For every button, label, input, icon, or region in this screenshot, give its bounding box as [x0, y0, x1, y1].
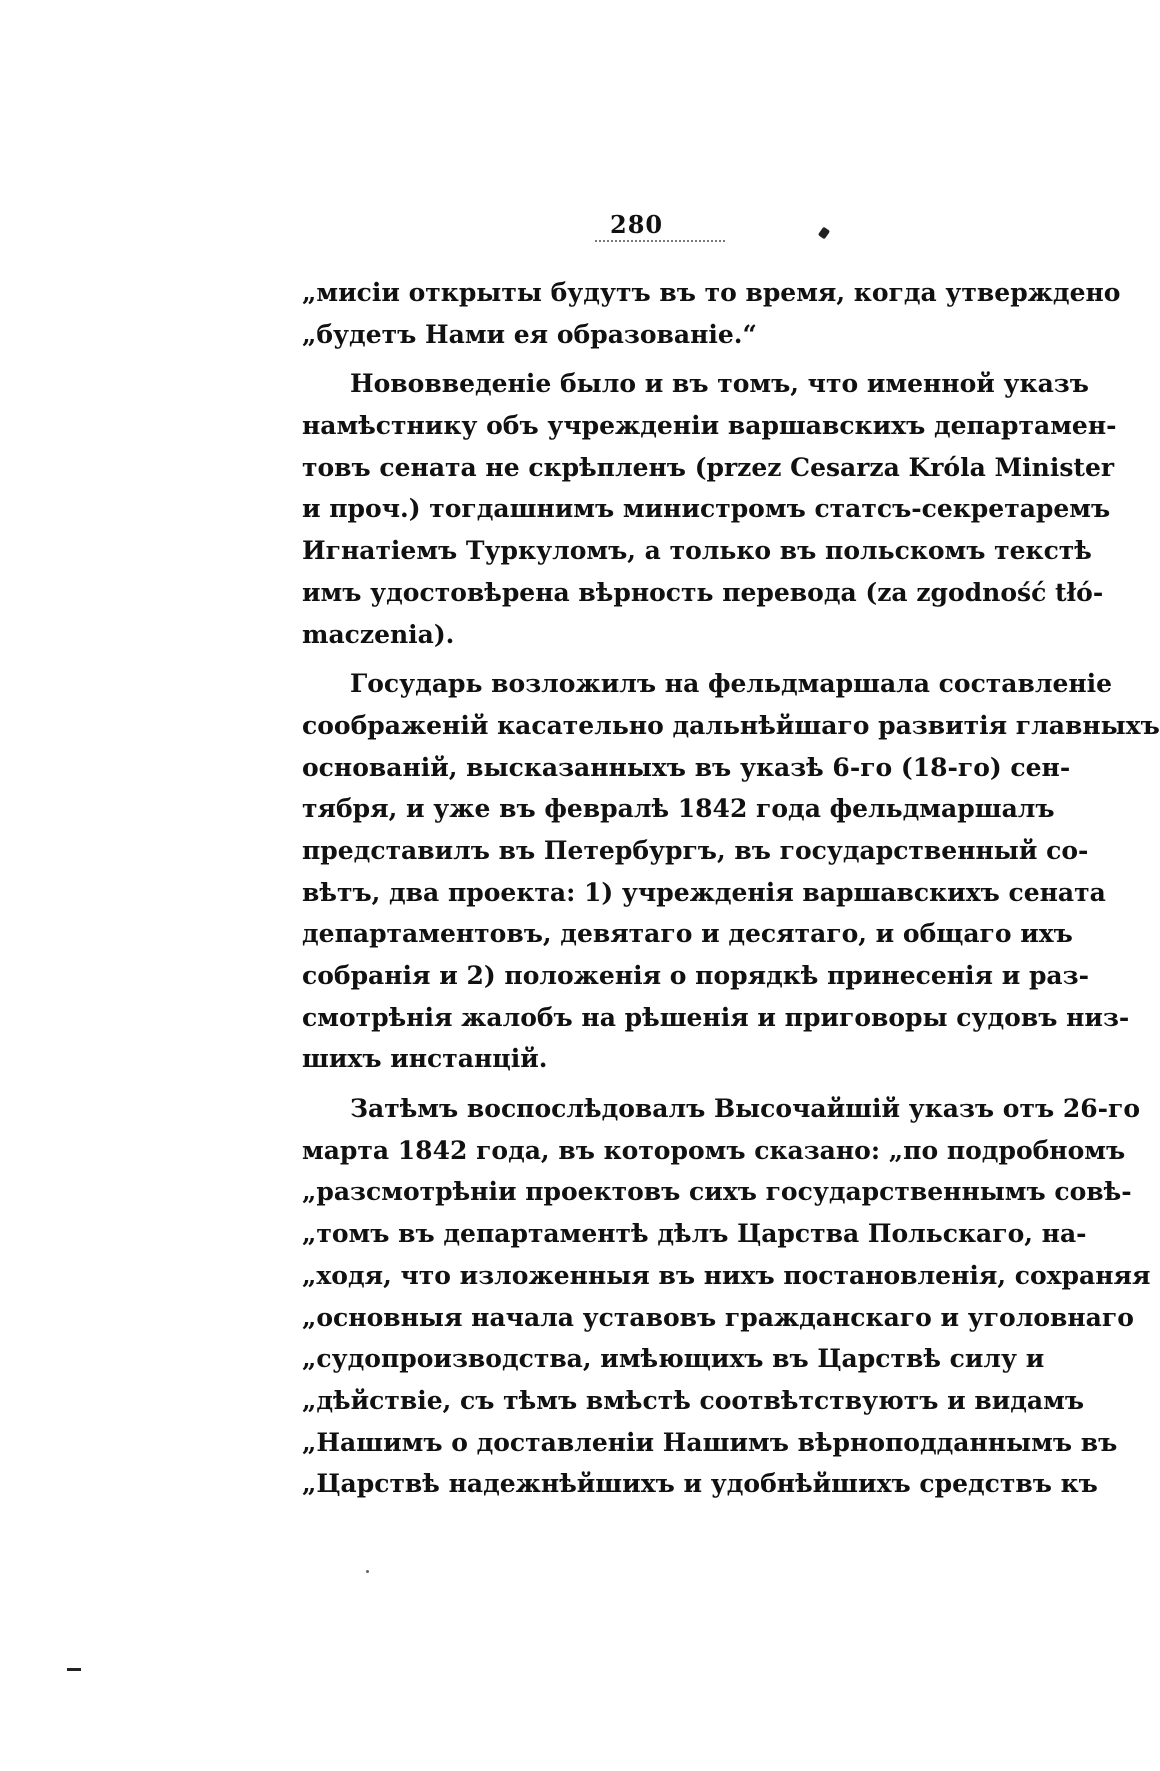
page-number: 280 [610, 210, 664, 239]
text-line: Затѣмъ воспослѣдовалъ Высочайшій указъ отъ 26-го [350, 1094, 1141, 1124]
text-line: „томъ въ департаментѣ дѣлъ Царства Польскаго, на- [302, 1219, 1087, 1249]
text-line: Государь возложилъ на фельдмаршала составленіе [350, 669, 1113, 699]
text-line: „судопроизводства, имѣющихъ въ Царствѣ силу и [302, 1344, 1045, 1374]
stray-ink-mark [67, 1668, 81, 1671]
text-line: шихъ инстанцій. [302, 1044, 548, 1074]
text-line: „Нашимъ о доставленіи Нашимъ вѣрноподданнымъ въ [302, 1427, 1118, 1457]
text-line: и проч.) тогдашнимъ министромъ статсъ-секретаремъ [302, 494, 1111, 524]
text-line: тября, и уже въ февралѣ 1842 года фельдмаршалъ [302, 794, 1055, 824]
text-line: основаній, высказанныхъ въ указѣ 6-го (18-го) сен- [302, 752, 1071, 782]
page-number-rule [595, 240, 725, 248]
text-line: „разсмотрѣніи проектовъ сихъ государственнымъ совѣ- [302, 1177, 1132, 1207]
text-line: „дѣйствіе, съ тѣмъ вмѣстѣ соотвѣтствуютъ и видамъ [302, 1385, 1084, 1415]
text-line: „будетъ Нами ея образованіе.“ [302, 319, 757, 349]
stray-ink-mark [366, 1570, 369, 1573]
text-line: „ходя, что изложенныя въ нихъ постановленія, сохраняя [302, 1260, 1151, 1290]
text-line: товъ сената не скрѣпленъ (przez Cesarza Króla Minister [302, 452, 1115, 482]
text-line: „Царствѣ надежнѣйшихъ и удобнѣйшихъ средствъ къ [302, 1469, 1098, 1499]
text-line: Нововведеніе было и въ томъ, что именной указъ [350, 369, 1089, 399]
text-line: „основныя начала уставовъ гражданскаго и уголовнаго [302, 1302, 1134, 1332]
text-line: намѣстнику объ учрежденіи варшавскихъ департамен- [302, 411, 1117, 441]
text-line: марта 1842 года, въ которомъ сказано: „по подробномъ [302, 1135, 1126, 1165]
text-line: Игнатіемъ Туркуломъ, а только въ польскомъ текстѣ [302, 536, 1092, 566]
text-line: соображеній касательно дальнѣйшаго развитія главныхъ [302, 710, 1160, 740]
text-line: вѣтъ, два проекта: 1) учрежденія варшавскихъ сената [302, 877, 1106, 907]
text-line: „мисіи открыты будутъ въ то время, когда утверждено [302, 278, 1121, 307]
body-text [302, 272, 1160, 1505]
text-line: maczenia). [302, 619, 455, 649]
text-line: представилъ въ Петербургъ, въ государственный со- [302, 835, 1089, 865]
text-line: собранія и 2) положенія о порядкѣ принесенія и раз- [302, 961, 1089, 990]
text-line: имъ удостовѣрена вѣрность перевода (za zgodność tłó- [302, 577, 1104, 607]
text-line: смотрѣнія жалобъ на рѣшенія и приговоры судовъ низ- [302, 1002, 1130, 1032]
stray-ink-mark [818, 227, 830, 240]
text-line: департаментовъ, девятаго и десятаго, и общаго ихъ [302, 919, 1073, 949]
